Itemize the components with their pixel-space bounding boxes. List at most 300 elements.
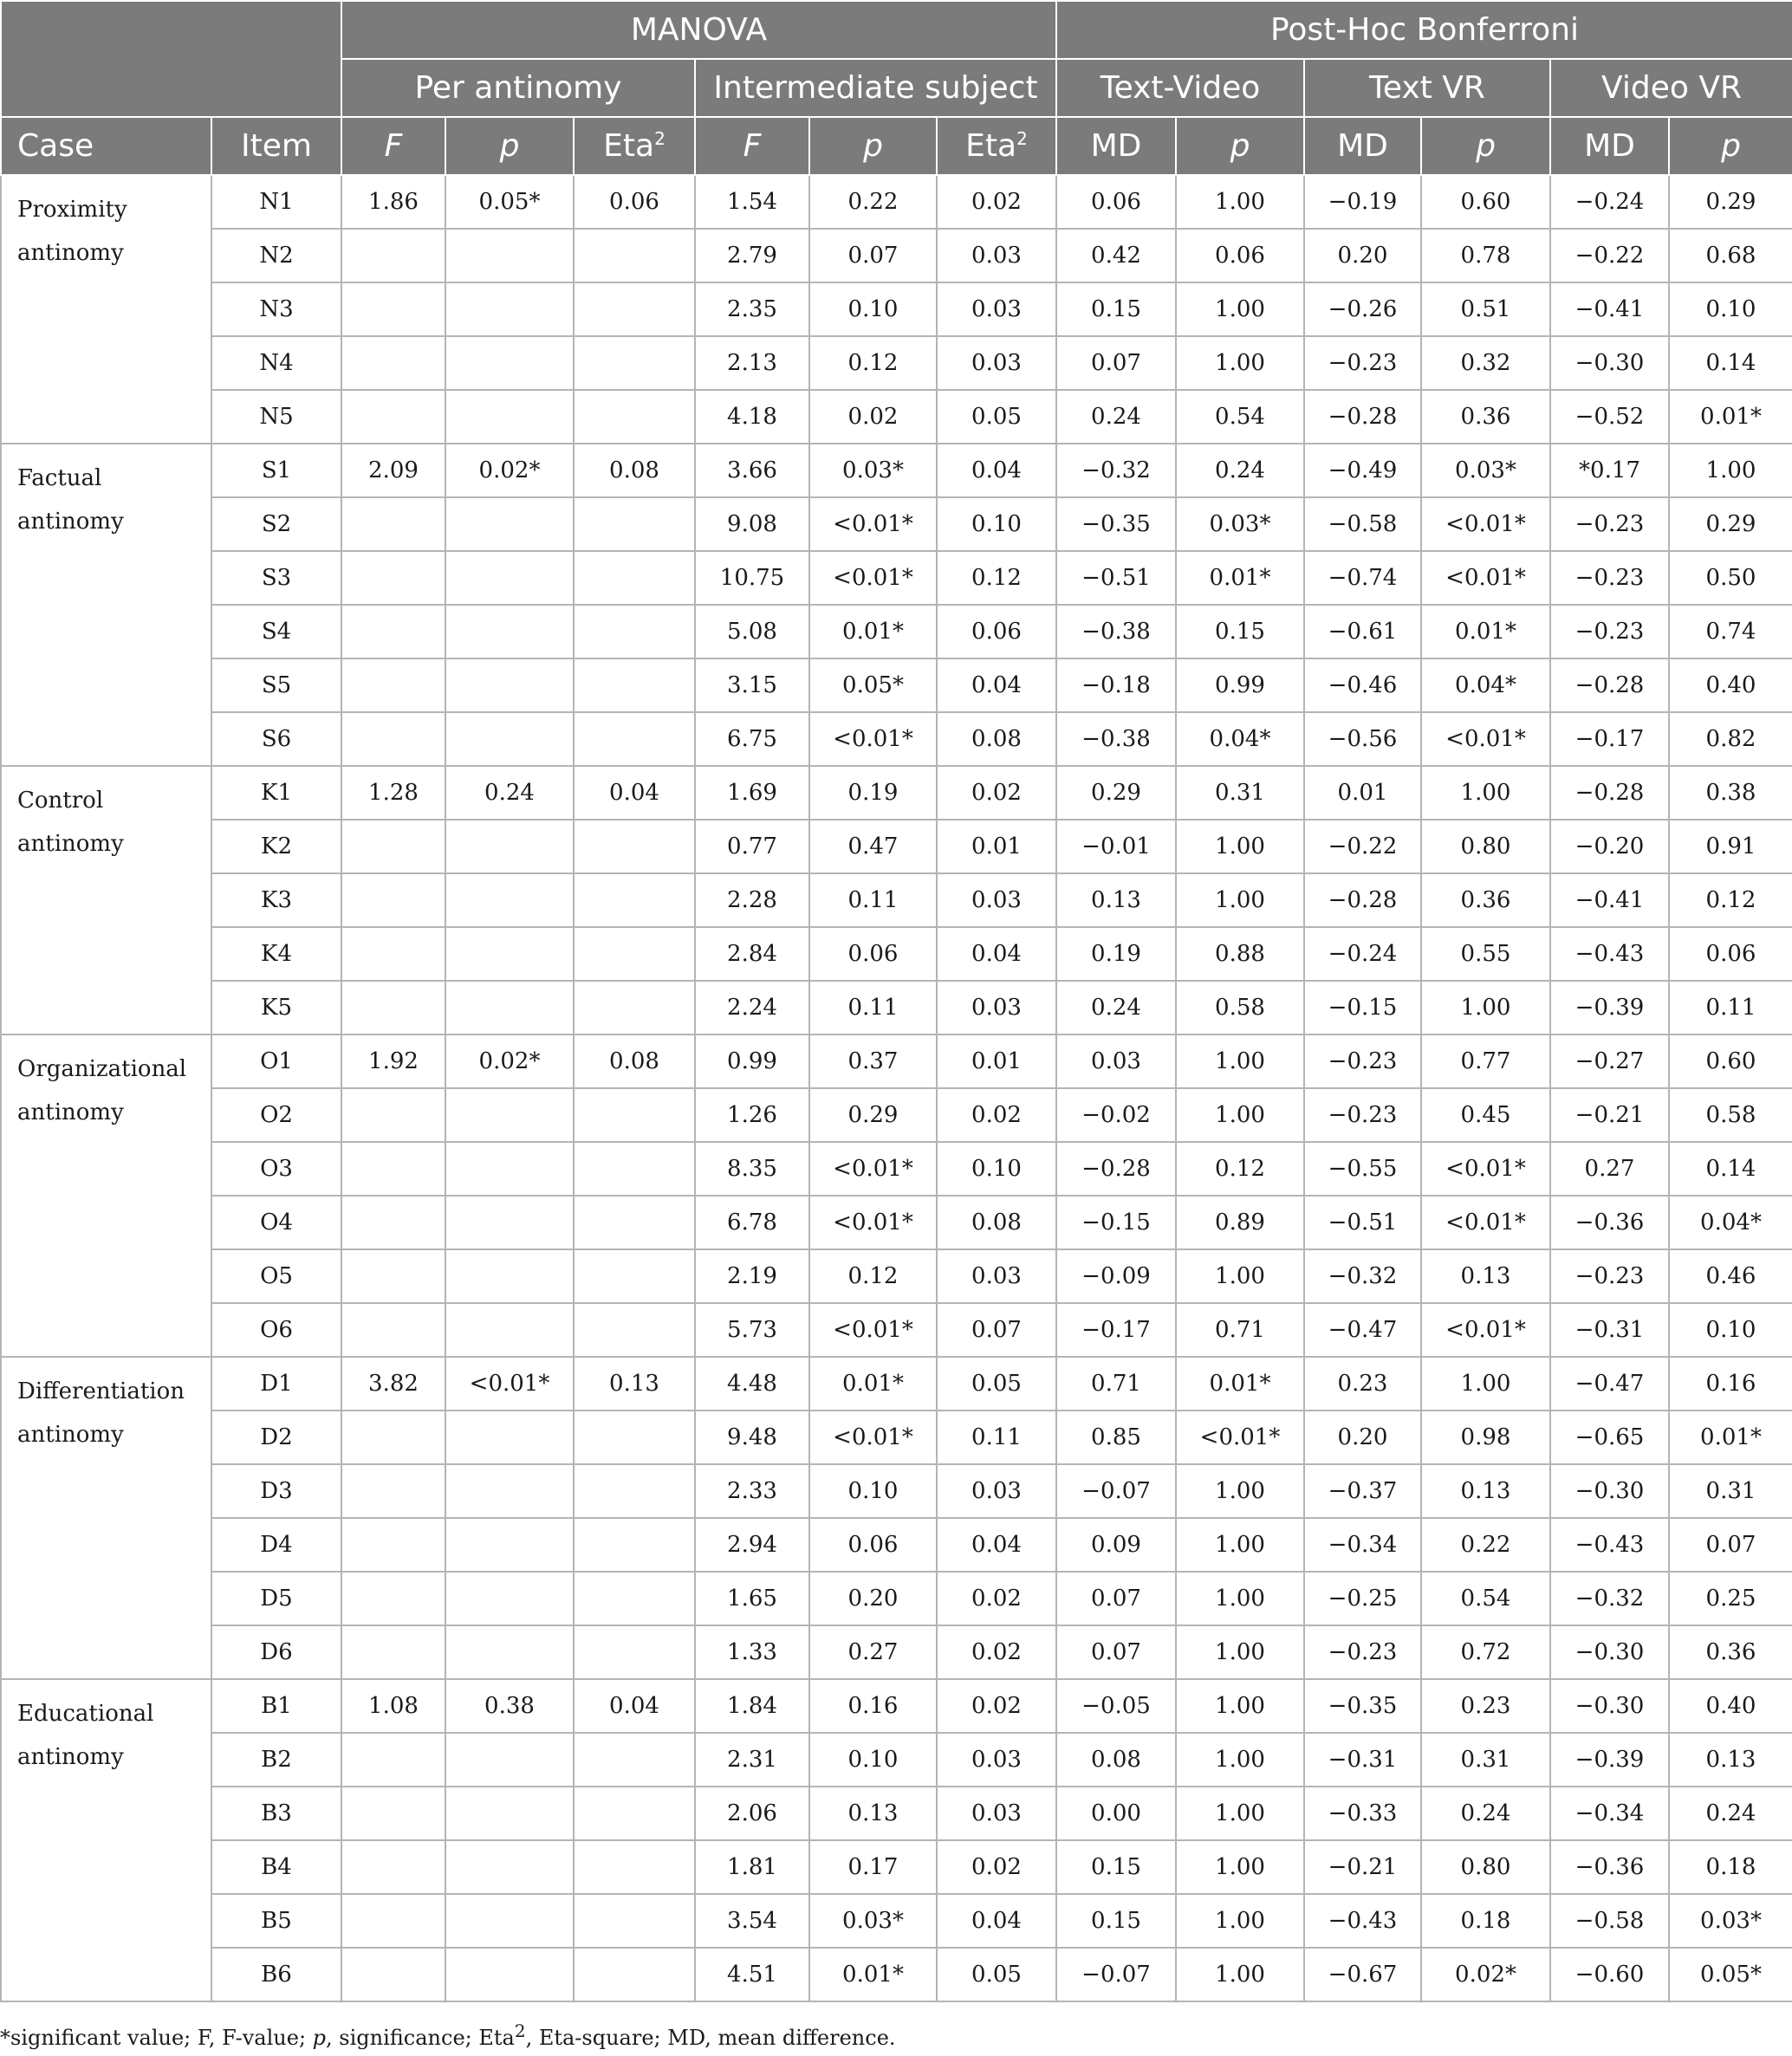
cell-int-eta: 0.03 bbox=[937, 282, 1056, 336]
header-case: Case bbox=[1, 117, 211, 175]
cell-tv-p: 0.24 bbox=[1176, 444, 1304, 497]
table-row bbox=[1, 1840, 1792, 1894]
cell-per-p bbox=[445, 390, 574, 444]
cell-tv-md: 0.15 bbox=[1056, 1840, 1176, 1894]
cell-tvr-md: −0.49 bbox=[1304, 444, 1421, 497]
cell-tv-p: <0.01* bbox=[1176, 1411, 1304, 1464]
cell-per-f: 1.92 bbox=[341, 1034, 445, 1088]
cell-tv-md: −0.02 bbox=[1056, 1088, 1176, 1142]
cell-per-eta bbox=[574, 551, 695, 605]
cell-int-eta: 0.04 bbox=[937, 1518, 1056, 1572]
cell-tvr-md: −0.33 bbox=[1304, 1787, 1421, 1840]
cell-int-f: 1.54 bbox=[695, 175, 809, 229]
header-p: p bbox=[445, 117, 574, 175]
cell-int-f: 3.66 bbox=[695, 444, 809, 497]
eta-label: Eta bbox=[603, 128, 655, 164]
cell-int-p: 0.03* bbox=[809, 1894, 937, 1948]
cell-per-eta bbox=[574, 1894, 695, 1948]
cell-int-f: 3.15 bbox=[695, 658, 809, 712]
cell-int-p: 0.29 bbox=[809, 1088, 937, 1142]
cell-per-f bbox=[341, 605, 445, 658]
cell-int-eta: 0.08 bbox=[937, 1196, 1056, 1249]
cell-per-eta bbox=[574, 1196, 695, 1249]
cell-vvr-p: 0.38 bbox=[1669, 766, 1792, 820]
cell-tvr-md: −0.19 bbox=[1304, 175, 1421, 229]
cell-item: S1 bbox=[211, 444, 341, 497]
cell-int-p: 0.01* bbox=[809, 1357, 937, 1411]
cell-int-f: 2.84 bbox=[695, 927, 809, 981]
cell-int-eta: 0.12 bbox=[937, 551, 1056, 605]
cell-item: O6 bbox=[211, 1303, 341, 1357]
cell-int-f: 2.06 bbox=[695, 1787, 809, 1840]
cell-tv-md: −0.09 bbox=[1056, 1249, 1176, 1303]
cell-int-p: <0.01* bbox=[809, 1196, 937, 1249]
cell-per-eta bbox=[574, 712, 695, 766]
cell-vvr-md: −0.39 bbox=[1550, 981, 1669, 1034]
cell-int-p: 0.22 bbox=[809, 175, 937, 229]
cell-tvr-md: −0.28 bbox=[1304, 873, 1421, 927]
cell-per-p bbox=[445, 1518, 574, 1572]
cell-int-f: 1.65 bbox=[695, 1572, 809, 1625]
cell-tv-md: 0.29 bbox=[1056, 766, 1176, 820]
cell-tvr-p: 0.01* bbox=[1421, 605, 1550, 658]
cell-per-eta bbox=[574, 1303, 695, 1357]
cell-tv-md: −0.51 bbox=[1056, 551, 1176, 605]
cell-item: N5 bbox=[211, 390, 341, 444]
case-cell: Differentiation antinomy bbox=[1, 1357, 211, 1679]
cell-per-eta bbox=[574, 1249, 695, 1303]
cell-per-f bbox=[341, 390, 445, 444]
cell-int-p: 0.17 bbox=[809, 1840, 937, 1894]
cell-tvr-p: <0.01* bbox=[1421, 497, 1550, 551]
table-row bbox=[1, 820, 1792, 873]
cell-int-f: 2.33 bbox=[695, 1464, 809, 1518]
cell-item: K4 bbox=[211, 927, 341, 981]
cell-per-p bbox=[445, 1733, 574, 1787]
cell-tv-p: 0.89 bbox=[1176, 1196, 1304, 1249]
cell-int-eta: 0.03 bbox=[937, 1787, 1056, 1840]
cell-per-eta bbox=[574, 1518, 695, 1572]
cell-int-p: 0.06 bbox=[809, 927, 937, 981]
cell-tv-md: 0.09 bbox=[1056, 1518, 1176, 1572]
cell-vvr-p: 0.01* bbox=[1669, 1411, 1792, 1464]
cell-vvr-p: 0.60 bbox=[1669, 1034, 1792, 1088]
cell-int-eta: 0.04 bbox=[937, 444, 1056, 497]
cell-per-eta bbox=[574, 927, 695, 981]
table-row bbox=[1, 1733, 1792, 1787]
cell-per-p bbox=[445, 229, 574, 282]
header-row-3 bbox=[1, 117, 1792, 175]
cell-per-p bbox=[445, 712, 574, 766]
cell-tvr-md: −0.51 bbox=[1304, 1196, 1421, 1249]
cell-per-eta bbox=[574, 390, 695, 444]
cell-item: N2 bbox=[211, 229, 341, 282]
cell-tv-md: 0.24 bbox=[1056, 981, 1176, 1034]
cell-vvr-p: 0.14 bbox=[1669, 336, 1792, 390]
cell-per-f: 1.08 bbox=[341, 1679, 445, 1733]
cell-tvr-md: −0.46 bbox=[1304, 658, 1421, 712]
cell-int-eta: 0.06 bbox=[937, 605, 1056, 658]
cell-tvr-md: 0.23 bbox=[1304, 1357, 1421, 1411]
cell-per-p: <0.01* bbox=[445, 1357, 574, 1411]
cell-item: D6 bbox=[211, 1625, 341, 1679]
cell-vvr-p: 0.91 bbox=[1669, 820, 1792, 873]
cell-per-f bbox=[341, 1518, 445, 1572]
table-row bbox=[1, 981, 1792, 1034]
cell-tvr-p: 0.04* bbox=[1421, 658, 1550, 712]
cell-per-eta bbox=[574, 497, 695, 551]
cell-vvr-p: 0.74 bbox=[1669, 605, 1792, 658]
cell-per-eta: 0.08 bbox=[574, 1034, 695, 1088]
cell-tvr-p: <0.01* bbox=[1421, 1142, 1550, 1196]
cell-per-eta: 0.04 bbox=[574, 1679, 695, 1733]
cell-int-f: 3.54 bbox=[695, 1894, 809, 1948]
cell-item: K1 bbox=[211, 766, 341, 820]
cell-tv-p: 1.00 bbox=[1176, 1249, 1304, 1303]
cell-item: S5 bbox=[211, 658, 341, 712]
cell-tvr-p: 0.80 bbox=[1421, 1840, 1550, 1894]
cell-tv-p: 1.00 bbox=[1176, 282, 1304, 336]
cell-int-f: 1.26 bbox=[695, 1088, 809, 1142]
cell-tv-p: 0.54 bbox=[1176, 390, 1304, 444]
cell-int-f: 2.79 bbox=[695, 229, 809, 282]
header-item: Item bbox=[211, 117, 341, 175]
cell-item: K2 bbox=[211, 820, 341, 873]
cell-vvr-md: −0.24 bbox=[1550, 175, 1669, 229]
cell-per-f bbox=[341, 229, 445, 282]
cell-tvr-p: <0.01* bbox=[1421, 551, 1550, 605]
cell-int-f: 2.35 bbox=[695, 282, 809, 336]
cell-vvr-md: −0.20 bbox=[1550, 820, 1669, 873]
cell-tvr-md: −0.31 bbox=[1304, 1733, 1421, 1787]
header-f: F bbox=[695, 117, 809, 175]
cell-per-f: 2.09 bbox=[341, 444, 445, 497]
cell-tvr-md: 0.01 bbox=[1304, 766, 1421, 820]
cell-vvr-p: 0.07 bbox=[1669, 1518, 1792, 1572]
cell-per-f bbox=[341, 336, 445, 390]
table-row bbox=[1, 1357, 1792, 1411]
cell-per-p bbox=[445, 497, 574, 551]
cell-vvr-md: −0.47 bbox=[1550, 1357, 1669, 1411]
header-eta bbox=[574, 117, 695, 175]
cell-tvr-p: 1.00 bbox=[1421, 766, 1550, 820]
cell-vvr-md: −0.41 bbox=[1550, 873, 1669, 927]
cell-per-p bbox=[445, 1625, 574, 1679]
cell-tvr-md: −0.37 bbox=[1304, 1464, 1421, 1518]
cell-vvr-p: 0.29 bbox=[1669, 497, 1792, 551]
cell-tv-md: 0.07 bbox=[1056, 1625, 1176, 1679]
cell-tvr-p: 0.45 bbox=[1421, 1088, 1550, 1142]
cell-per-f bbox=[341, 1840, 445, 1894]
cell-tvr-md: −0.15 bbox=[1304, 981, 1421, 1034]
cell-tvr-md: −0.32 bbox=[1304, 1249, 1421, 1303]
cell-vvr-md: −0.31 bbox=[1550, 1303, 1669, 1357]
cell-int-f: 9.48 bbox=[695, 1411, 809, 1464]
cell-per-p bbox=[445, 1572, 574, 1625]
cell-vvr-p: 0.03* bbox=[1669, 1894, 1792, 1948]
cell-per-p bbox=[445, 1411, 574, 1464]
table-row bbox=[1, 658, 1792, 712]
cell-vvr-md: −0.23 bbox=[1550, 551, 1669, 605]
cell-int-p: 0.02 bbox=[809, 390, 937, 444]
cell-vvr-md: −0.65 bbox=[1550, 1411, 1669, 1464]
cell-tvr-md: −0.58 bbox=[1304, 497, 1421, 551]
cell-tv-p: 1.00 bbox=[1176, 1787, 1304, 1840]
cell-per-p bbox=[445, 820, 574, 873]
cell-item: B1 bbox=[211, 1679, 341, 1733]
cell-tv-md: 0.85 bbox=[1056, 1411, 1176, 1464]
cell-tv-p: 0.88 bbox=[1176, 927, 1304, 981]
table-row bbox=[1, 766, 1792, 820]
cell-int-p: 0.37 bbox=[809, 1034, 937, 1088]
cell-per-p: 0.38 bbox=[445, 1679, 574, 1733]
cell-tv-p: 0.71 bbox=[1176, 1303, 1304, 1357]
cell-int-eta: 0.08 bbox=[937, 712, 1056, 766]
cell-per-f bbox=[341, 873, 445, 927]
cell-tvr-p: 0.13 bbox=[1421, 1464, 1550, 1518]
cell-tv-md: 0.07 bbox=[1056, 1572, 1176, 1625]
cell-tv-p: 0.12 bbox=[1176, 1142, 1304, 1196]
cell-tvr-p: 1.00 bbox=[1421, 1357, 1550, 1411]
eta-superscript: 2 bbox=[1016, 128, 1028, 149]
cell-vvr-p: 0.13 bbox=[1669, 1733, 1792, 1787]
cell-int-eta: 0.04 bbox=[937, 658, 1056, 712]
cell-per-p bbox=[445, 981, 574, 1034]
cell-per-f: 1.28 bbox=[341, 766, 445, 820]
cell-vvr-md: −0.22 bbox=[1550, 229, 1669, 282]
cell-int-f: 2.31 bbox=[695, 1733, 809, 1787]
cell-int-f: 0.77 bbox=[695, 820, 809, 873]
cell-vvr-md: −0.43 bbox=[1550, 927, 1669, 981]
cell-per-f bbox=[341, 1142, 445, 1196]
cell-tvr-md: −0.24 bbox=[1304, 927, 1421, 981]
cell-per-f bbox=[341, 1572, 445, 1625]
cell-per-eta bbox=[574, 981, 695, 1034]
cell-per-f bbox=[341, 1411, 445, 1464]
cell-tv-md: 0.13 bbox=[1056, 873, 1176, 927]
cell-per-f bbox=[341, 820, 445, 873]
cell-vvr-p: 0.01* bbox=[1669, 390, 1792, 444]
cell-tv-md: 0.03 bbox=[1056, 1034, 1176, 1088]
cell-tvr-md: −0.47 bbox=[1304, 1303, 1421, 1357]
cell-tvr-md: 0.20 bbox=[1304, 1411, 1421, 1464]
header-p: p bbox=[1421, 117, 1550, 175]
cell-int-eta: 0.03 bbox=[937, 981, 1056, 1034]
cell-per-eta bbox=[574, 1733, 695, 1787]
cell-int-f: 4.51 bbox=[695, 1948, 809, 2001]
cell-per-p bbox=[445, 1787, 574, 1840]
cell-int-p: 0.13 bbox=[809, 1787, 937, 1840]
cell-vvr-p: 0.31 bbox=[1669, 1464, 1792, 1518]
cell-int-eta: 0.02 bbox=[937, 766, 1056, 820]
cell-vvr-p: 0.68 bbox=[1669, 229, 1792, 282]
cell-tvr-p: 0.36 bbox=[1421, 873, 1550, 927]
cell-per-p bbox=[445, 1840, 574, 1894]
table-row bbox=[1, 229, 1792, 282]
cell-per-p bbox=[445, 658, 574, 712]
cell-tvr-p: 0.24 bbox=[1421, 1787, 1550, 1840]
cell-vvr-p: 0.40 bbox=[1669, 658, 1792, 712]
cell-int-f: 2.28 bbox=[695, 873, 809, 927]
cell-per-f bbox=[341, 1625, 445, 1679]
cell-item: B3 bbox=[211, 1787, 341, 1840]
table-row bbox=[1, 712, 1792, 766]
cell-tv-p: 0.06 bbox=[1176, 229, 1304, 282]
cell-tvr-p: <0.01* bbox=[1421, 1303, 1550, 1357]
cell-tvr-p: 0.13 bbox=[1421, 1249, 1550, 1303]
header-p: p bbox=[1669, 117, 1792, 175]
cell-int-f: 9.08 bbox=[695, 497, 809, 551]
cell-vvr-p: 0.82 bbox=[1669, 712, 1792, 766]
cell-vvr-p: 0.46 bbox=[1669, 1249, 1792, 1303]
cell-int-p: 0.12 bbox=[809, 1249, 937, 1303]
table-row bbox=[1, 175, 1792, 229]
cell-int-p: 0.12 bbox=[809, 336, 937, 390]
cell-per-f bbox=[341, 282, 445, 336]
cell-int-f: 2.24 bbox=[695, 981, 809, 1034]
cell-int-p: <0.01* bbox=[809, 551, 937, 605]
cell-item: O1 bbox=[211, 1034, 341, 1088]
cell-vvr-md: −0.30 bbox=[1550, 336, 1669, 390]
cell-vvr-md: −0.36 bbox=[1550, 1840, 1669, 1894]
cell-tv-p: 1.00 bbox=[1176, 1840, 1304, 1894]
cell-per-p bbox=[445, 927, 574, 981]
cell-tv-p: 1.00 bbox=[1176, 175, 1304, 229]
cell-tv-p: 0.01* bbox=[1176, 1357, 1304, 1411]
header-text-video: Text-Video bbox=[1056, 59, 1304, 117]
cell-tvr-md: −0.56 bbox=[1304, 712, 1421, 766]
cell-per-f bbox=[341, 1787, 445, 1840]
cell-item: D4 bbox=[211, 1518, 341, 1572]
header-intermediate-subject: Intermediate subject bbox=[695, 59, 1056, 117]
cell-item: N4 bbox=[211, 336, 341, 390]
header-md: MD bbox=[1550, 117, 1669, 175]
cell-int-p: 0.07 bbox=[809, 229, 937, 282]
cell-int-p: <0.01* bbox=[809, 1411, 937, 1464]
cell-item: O5 bbox=[211, 1249, 341, 1303]
cell-per-p bbox=[445, 605, 574, 658]
cell-tv-p: 1.00 bbox=[1176, 1679, 1304, 1733]
table-row bbox=[1, 1894, 1792, 1948]
cell-tvr-p: 0.31 bbox=[1421, 1733, 1550, 1787]
cell-vvr-md: −0.23 bbox=[1550, 605, 1669, 658]
cell-int-f: 1.84 bbox=[695, 1679, 809, 1733]
header-video-vr: Video VR bbox=[1550, 59, 1792, 117]
cell-tvr-p: 0.72 bbox=[1421, 1625, 1550, 1679]
footnote-text: , Eta-square; MD, mean difference. bbox=[525, 2026, 896, 2050]
header-eta bbox=[937, 117, 1056, 175]
cell-int-p: 0.10 bbox=[809, 282, 937, 336]
table-row bbox=[1, 1034, 1792, 1088]
cell-tv-p: 0.31 bbox=[1176, 766, 1304, 820]
cell-vvr-md: −0.34 bbox=[1550, 1787, 1669, 1840]
cell-int-p: <0.01* bbox=[809, 1303, 937, 1357]
cell-int-f: 0.99 bbox=[695, 1034, 809, 1088]
cell-tv-md: −0.07 bbox=[1056, 1948, 1176, 2001]
cell-tvr-md: −0.25 bbox=[1304, 1572, 1421, 1625]
cell-per-eta bbox=[574, 605, 695, 658]
cell-vvr-md: −0.17 bbox=[1550, 712, 1669, 766]
table-row bbox=[1, 282, 1792, 336]
cell-int-eta: 0.02 bbox=[937, 1840, 1056, 1894]
cell-tv-p: 1.00 bbox=[1176, 873, 1304, 927]
cell-per-f bbox=[341, 927, 445, 981]
cell-per-f bbox=[341, 1088, 445, 1142]
eta-label: Eta bbox=[965, 128, 1017, 164]
header-text-vr: Text VR bbox=[1304, 59, 1550, 117]
cell-int-p: 0.03* bbox=[809, 444, 937, 497]
cell-int-f: 1.69 bbox=[695, 766, 809, 820]
cell-vvr-p: 0.18 bbox=[1669, 1840, 1792, 1894]
cell-int-f: 5.08 bbox=[695, 605, 809, 658]
footnote-p: p bbox=[312, 2026, 327, 2050]
cell-int-f: 2.13 bbox=[695, 336, 809, 390]
cell-item: B4 bbox=[211, 1840, 341, 1894]
table-row bbox=[1, 1464, 1792, 1518]
table-row bbox=[1, 1196, 1792, 1249]
cell-per-f bbox=[341, 497, 445, 551]
cell-tv-md: −0.28 bbox=[1056, 1142, 1176, 1196]
cell-item: O3 bbox=[211, 1142, 341, 1196]
cell-int-f: 10.75 bbox=[695, 551, 809, 605]
cell-vvr-md: −0.23 bbox=[1550, 1249, 1669, 1303]
cell-tvr-md: −0.26 bbox=[1304, 282, 1421, 336]
cell-tvr-p: 0.51 bbox=[1421, 282, 1550, 336]
cell-tvr-p: 0.02* bbox=[1421, 1948, 1550, 2001]
cell-per-f bbox=[341, 712, 445, 766]
cell-item: S2 bbox=[211, 497, 341, 551]
footnote-star: * bbox=[0, 2026, 10, 2050]
cell-per-p bbox=[445, 1303, 574, 1357]
cell-int-f: 1.81 bbox=[695, 1840, 809, 1894]
cell-int-f: 6.75 bbox=[695, 712, 809, 766]
cell-per-f bbox=[341, 981, 445, 1034]
cell-per-p bbox=[445, 282, 574, 336]
cell-tvr-md: −0.74 bbox=[1304, 551, 1421, 605]
cell-int-eta: 0.03 bbox=[937, 336, 1056, 390]
table-row bbox=[1, 390, 1792, 444]
cell-tv-p: 1.00 bbox=[1176, 1894, 1304, 1948]
cell-vvr-p: 0.29 bbox=[1669, 175, 1792, 229]
cell-per-eta bbox=[574, 658, 695, 712]
table-row bbox=[1, 1411, 1792, 1464]
cell-int-p: <0.01* bbox=[809, 712, 937, 766]
cell-tvr-p: <0.01* bbox=[1421, 1196, 1550, 1249]
cell-per-p bbox=[445, 1249, 574, 1303]
cell-int-eta: 0.11 bbox=[937, 1411, 1056, 1464]
cell-tvr-md: −0.55 bbox=[1304, 1142, 1421, 1196]
case-cell: Proximity antinomy bbox=[1, 175, 211, 444]
header-md: MD bbox=[1056, 117, 1176, 175]
cell-per-eta bbox=[574, 873, 695, 927]
cell-tv-md: −0.17 bbox=[1056, 1303, 1176, 1357]
cell-per-f bbox=[341, 1733, 445, 1787]
cell-int-eta: 0.02 bbox=[937, 175, 1056, 229]
cell-per-eta bbox=[574, 282, 695, 336]
cell-int-p: 0.16 bbox=[809, 1679, 937, 1733]
cell-int-f: 8.35 bbox=[695, 1142, 809, 1196]
cell-int-eta: 0.01 bbox=[937, 820, 1056, 873]
cell-per-f bbox=[341, 1303, 445, 1357]
cell-per-p bbox=[445, 873, 574, 927]
cell-vvr-md: −0.41 bbox=[1550, 282, 1669, 336]
cell-vvr-md: −0.36 bbox=[1550, 1196, 1669, 1249]
cell-tvr-p: 0.03* bbox=[1421, 444, 1550, 497]
cell-tv-p: 1.00 bbox=[1176, 1572, 1304, 1625]
cell-item: B6 bbox=[211, 1948, 341, 2001]
cell-tvr-md: −0.22 bbox=[1304, 820, 1421, 873]
cell-tvr-p: 0.36 bbox=[1421, 390, 1550, 444]
